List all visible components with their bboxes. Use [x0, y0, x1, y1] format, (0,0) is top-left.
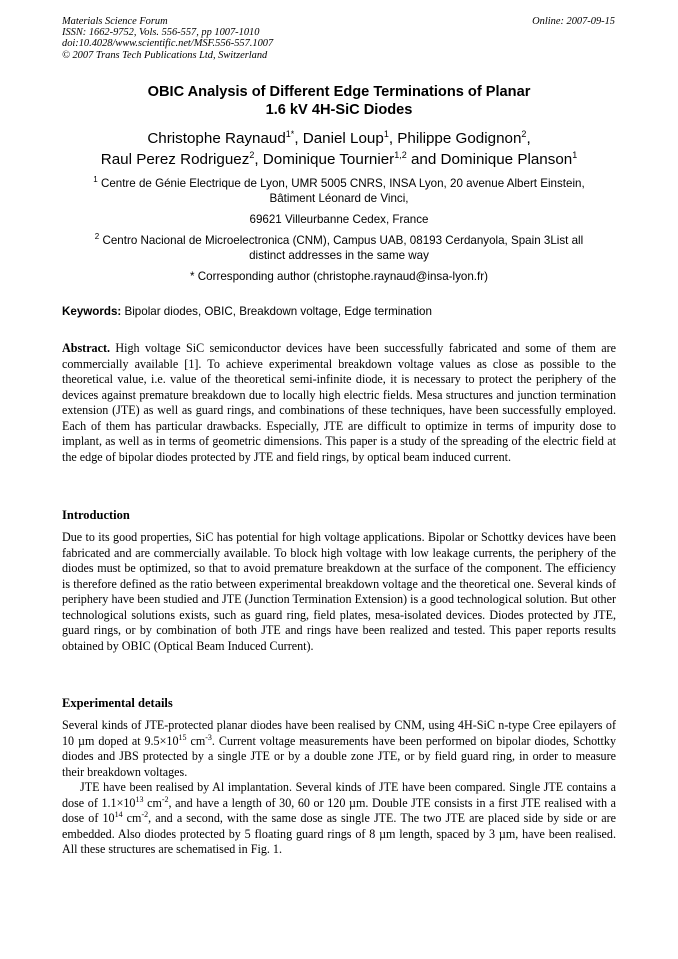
author-line-2 [62, 150, 616, 171]
affiliation-sup: 1 [93, 175, 98, 185]
corresponding-author: * Corresponding author (christophe.raynaud@insa-lyon.fr) [190, 270, 488, 283]
abstract [62, 341, 616, 465]
affiliation-2 [62, 233, 616, 263]
title-line-2: 1.6 kV 4H-SiC Diodes [265, 102, 413, 118]
paper-title [62, 83, 616, 119]
text-run: , and have a length of 30, 60 or 120 µm. Double JTE consists in a first JTE realised with a dose of 10 [62, 795, 616, 825]
keywords [62, 304, 616, 319]
text-run: cm [122, 811, 142, 825]
author-name: Christophe Raynaud [147, 130, 286, 147]
author-name: , Daniel Loup [294, 130, 384, 147]
exponent: 14 [114, 809, 123, 819]
author-name: , Philippe Godignon [388, 130, 522, 147]
exponent: -2 [141, 809, 149, 819]
affiliation-1-line-1 [62, 176, 616, 191]
author-sup: 1 [572, 149, 578, 160]
copyright-line: © 2007 Trans Tech Publications Ltd, Switzerland [62, 49, 268, 61]
online-date: Online: 2007-09-15 [532, 16, 615, 27]
journal-name: Materials Science Forum [62, 16, 168, 27]
author-sup: 1 [383, 128, 389, 139]
text-run: cm [143, 795, 162, 810]
text-run: JTE have been realised by Al implantation. Several kinds of JTE have been compared. Single JTE contains a dose of 1.1×10 [62, 780, 616, 810]
text-run: . Current voltage measurements have been performed on bipolar diodes, Schottky diodes and JBS protected by a single JTE or by a double zone JTE, or by field guard ring, in order to measure their breakdown voltages. [62, 733, 616, 779]
experimental-heading: Experimental details [62, 696, 173, 710]
author-name: and Dominique Planson [406, 150, 573, 168]
affiliation-1-line-2: Bâtiment Léonard de Vinci, [269, 192, 409, 205]
author-line-1 [62, 129, 616, 150]
introduction-text: Due to its good properties, SiC has potential for high voltage applications. Bipolar or Schottky devices have been fabricated and are commercially available. To block high voltage with low leakage currents, the periphery of the diodes must be optimized, so that to avoid premature breakdown at the surface of the component. The efficiency is therefore defined as the ratio between experimental breakdown voltage and the theoretical one. Several kinds of periphery have been studied and JTE (Junction Termination Extension) is a good technological solution. But other technological solutions exists, such as guard ring, field plates, mesa-isolated devices. Diodes protected by JTE, guard rings, or by combination of both JTE and rings have been realized and tested. This paper reports results obtained by OBIC (Optical Beam Induced Current). [62, 530, 616, 653]
experimental-paragraph-1 [62, 718, 616, 780]
exponent: 13 [135, 794, 144, 804]
abstract-text: High voltage SiC semiconductor devices have been successfully fabricated and some of them are commercially available [1]. To achieve experimental breakdown voltage values as close as possible to the theoretical value, i.e. value of the theoretical semi-infinite diode, it is necessary to protect the periphery of the devices against premature breakdown due to locally high electric fields. Mesa structures and junction termination extension (JTE) as well as guard rings, and combinations of these techniques, have been successfully employed. Each of them has particular drawbacks. Especially, JTE are difficult to optimize in terms of impurity dose to implant, as well as in terms of geometric dimensions. This paper is a study of the spreading of the electric field at the edge of bipolar diodes protected by JTE and field rings, by optical beam induced current. [62, 341, 616, 464]
experimental-paragraph-2 [62, 780, 616, 858]
author-sup: 1* [285, 128, 295, 139]
author-sup: 2 [249, 149, 255, 160]
title-line-1: OBIC Analysis of Different Edge Terminations of Planar [147, 84, 531, 100]
author-name: , Dominique Tournier [254, 150, 395, 168]
text-run: Several kinds of JTE-protected planar diodes have been realised by CNM, using 4H-SiC n-type Cree epilayers of 10 µm doped at 9.5×10 [62, 718, 616, 748]
affiliation-2-line-2: distinct addresses in the same way [249, 249, 429, 262]
affiliation-text: Centro Nacional de Microelectronica (CNM), Campus UAB, 08193 Cerdanyola, Spain 3List all [99, 234, 584, 247]
doi-line: doi:10.4028/www.scientific.net/MSF.556-557.1007 [62, 38, 274, 50]
affiliation-1 [62, 176, 616, 206]
affiliation-sup: 2 [94, 232, 100, 242]
journal-header [62, 16, 482, 61]
affiliation-2-line-1 [62, 233, 616, 248]
abstract-label: Abstract. [62, 341, 111, 355]
introduction-heading: Introduction [62, 508, 130, 522]
author-name: Raul Perez Rodriguez [100, 150, 250, 168]
keywords-label: Keywords: [62, 305, 122, 318]
author-sep: , [526, 130, 531, 147]
exponent: -3 [205, 732, 212, 742]
affiliation-text: Centre de Génie Electrique de Lyon, UMR 5005 CNRS, INSA Lyon, 20 avenue Albert Einstein, [97, 177, 585, 190]
text-run: cm [186, 733, 206, 748]
exponent: 15 [178, 732, 187, 742]
keywords-text: Bipolar diodes, OBIC, Breakdown voltage, Edge termination [121, 305, 432, 318]
issn-line: ISSN: 1662-9752, Vols. 556-557, pp 1007-1010 [62, 27, 260, 39]
exponent: -2 [161, 794, 169, 804]
affiliation-1-city: 69621 Villeurbanne Cedex, France [249, 213, 429, 226]
author-sup: 2 [521, 128, 527, 139]
author-list [62, 129, 616, 170]
text-run: , and a second, with the same dose as single JTE. The two JTE are placed side by side or are embedded. Also diodes protected by 5 floating guard rings of 8 µm length, spaced by 3 µm, have been realised. All these structures are schematised in Fig. 1. [62, 811, 616, 856]
author-sup: 1,2 [394, 149, 407, 160]
